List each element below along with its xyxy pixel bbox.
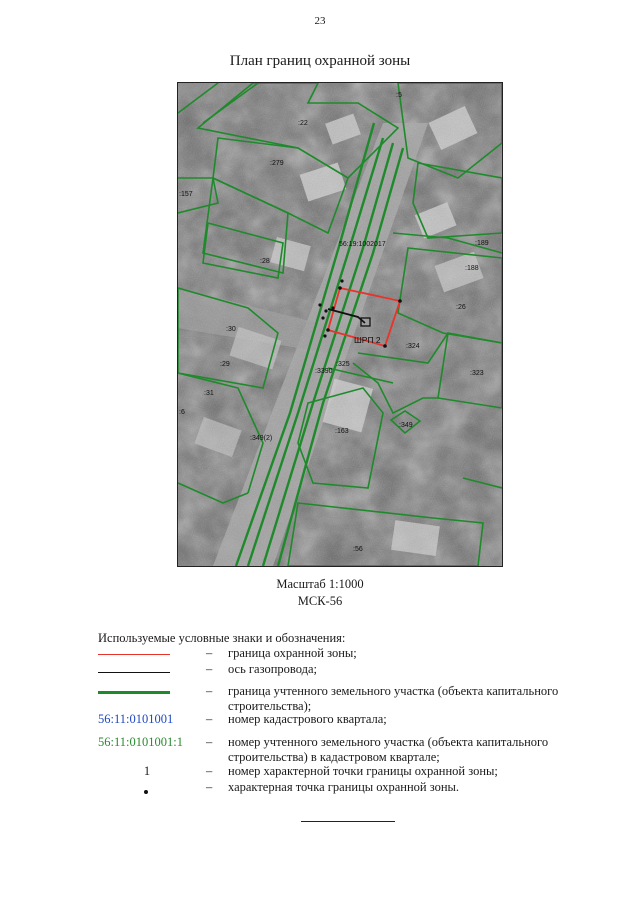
parcel-label: :325 [336,361,350,368]
parcel-label: :323 [470,370,484,377]
legend-description: номер учтенного земельного участка (объекта капитального строительства) в кадастровом квартале; [228,735,549,764]
legend-dash: – [206,735,213,749]
parcel-label: :31 [204,390,214,397]
legend-dash: – [206,662,213,676]
page-number: 23 [314,15,326,27]
parcel-label: :163 [335,428,349,435]
zone-boundary-symbol [98,646,202,662]
parcel-number-symbol [98,735,202,751]
legend-description: граница охранной зоны; [228,646,357,660]
parcel-number-sample: 56:11:0101001:1 [98,735,183,749]
cadastral-map [177,82,503,567]
closing-rule [301,821,395,822]
parcel-label: :56 [353,546,363,553]
legend-dash: – [206,646,213,660]
parcel-label: :30 [226,326,236,333]
parcel-label: :6 [179,409,185,416]
quarter-number-sample: 56:11:0101001 [98,712,174,726]
parcel-label: :157 [179,191,193,198]
parcel-label: :188 [465,265,479,272]
legend-description: номер характерной точки границы охранной зоны; [228,764,498,778]
parcel-label: :28 [260,258,270,265]
parcel-label: :29 [220,361,230,368]
point-number-sample: 1 [143,764,151,778]
page-title: План границ охранной зоны [229,53,411,69]
dot-icon [144,790,148,794]
legend-description: номер кадастрового квартала; [228,712,387,726]
gas-axis-symbol [98,662,202,678]
shrp-label: ШРП 2 [354,335,381,345]
legend-description: граница учтенного земельного участка (объекта капитального строительства); [228,684,559,713]
parcel-label: :349(2) [250,435,273,442]
legend-item-axis [98,662,598,680]
coordinate-system: МСК-56 [297,594,343,608]
legend-dash: – [206,684,213,698]
green-line-icon [98,691,170,694]
parcel-label: :26 [456,304,466,311]
legend-dash: – [206,780,213,794]
map-scale: Масштаб 1:1000 [276,577,364,591]
red-line-icon [98,654,170,655]
map-image [178,83,502,566]
legend-dash: – [206,764,213,778]
quarter-number-symbol [98,712,202,728]
aerial-grain [178,83,502,566]
legend-item-point [98,780,598,798]
legend-heading: Используемые условные знаки и обозначения: [98,631,346,645]
point-number-symbol [98,764,202,780]
parcel-label: :279 [270,160,284,167]
legend-dash: – [206,712,213,726]
point-symbol [98,780,202,796]
parcel-label: :349 [399,422,413,429]
parcel-label: :5 [396,92,402,99]
parcel-label: :22 [298,120,308,127]
legend-description: ось газопровода; [228,662,318,676]
legend-item-quarter-number [98,712,598,730]
parcel-label: :324 [406,343,420,350]
legend-description: характерная точка границы охранной зоны. [228,780,460,794]
black-line-icon [98,672,170,673]
parcel-boundary-symbol [98,684,202,700]
parcel-label: :189 [475,240,489,247]
parcel-label: :3390 [315,368,333,375]
quarter-label: 56:19:1002017 [339,241,386,248]
